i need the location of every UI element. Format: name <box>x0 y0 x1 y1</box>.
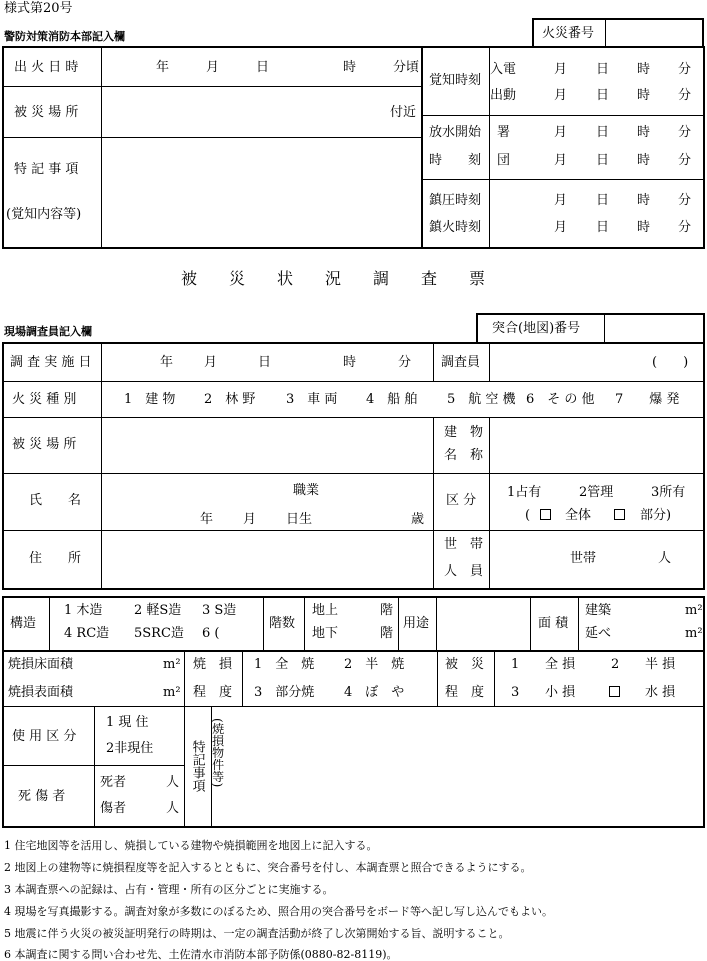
investigator-label: 調査員 <box>441 355 481 370</box>
water-time-label: 時 刻 <box>429 153 482 168</box>
building-name-label-2: 名 称 <box>444 448 484 463</box>
water-damage-checkbox[interactable] <box>609 686 620 697</box>
floors-label: 階数 <box>269 616 296 631</box>
use-label: 用途 <box>403 616 430 631</box>
special-label: 特 記 事 項 <box>14 162 79 177</box>
part-label: 部分) <box>640 508 672 523</box>
survey-location-label: 被 災 場 所 <box>12 437 77 452</box>
survey-section-label: 現場調査員記入欄 <box>4 325 92 338</box>
fire-type-7[interactable]: 7 爆 発 <box>615 392 680 407</box>
outbreak-minute: 分頃 <box>393 60 420 75</box>
time-day: 日 <box>596 153 610 168</box>
time-day: 日 <box>596 193 610 208</box>
person-unit: 人 <box>658 551 672 566</box>
floor-unit: 階 <box>380 603 394 618</box>
sqm-unit: m² <box>685 603 703 618</box>
investigator-paren: ( ) <box>652 355 689 370</box>
part-checkbox[interactable] <box>614 509 625 520</box>
note-5: 5 地震に伴う火災の被災証明発行の時期は、一定の調査活動が終了し次第開始する旨、説明すること。 <box>4 927 510 940</box>
sqm-unit: m² <box>163 657 181 672</box>
survey-table <box>2 342 705 590</box>
time-minute: 分 <box>678 193 692 208</box>
station-label: 署 <box>497 125 511 140</box>
structure-label: 構造 <box>10 616 37 631</box>
fire-type-1[interactable]: 1 建 物 <box>124 392 176 407</box>
corps-label: 団 <box>497 153 511 168</box>
time-minute: 分 <box>678 88 692 103</box>
extinguish-label: 鎮火時刻 <box>429 220 482 235</box>
total-area-label: 延べ <box>585 626 612 641</box>
outbreak-year: 年 <box>156 60 170 75</box>
outbreak-hour: 時 <box>343 60 357 75</box>
time-minute: 分 <box>678 62 692 77</box>
fire-type-2[interactable]: 2 林 野 <box>204 392 256 407</box>
survey-minute: 分 <box>398 355 412 370</box>
sqm-unit: m² <box>685 626 703 641</box>
whole-checkbox[interactable] <box>540 509 551 520</box>
page-title: 被 災 状 況 調 査 票 <box>181 269 486 288</box>
structure-1[interactable]: 1 木造 <box>64 603 103 618</box>
time-hour: 時 <box>637 220 651 235</box>
birth-year: 年 <box>200 512 214 527</box>
damage-water[interactable]: 水 損 <box>645 685 676 700</box>
vicinity-label: 付近 <box>390 105 417 120</box>
burn-4[interactable]: 4 ぼ や <box>344 685 405 700</box>
whole-label: 全体 <box>565 508 592 523</box>
class-label: 区 分 <box>446 493 477 508</box>
special-vertical-sub: (焼損物件等) <box>210 718 225 788</box>
sqm-unit: m² <box>163 685 181 700</box>
usage-label: 使 用 区 分 <box>12 729 77 744</box>
note-3: 3 本調査票への記録は、占有・管理・所有の区分ごとに実施する。 <box>4 883 334 896</box>
time-minute: 分 <box>678 153 692 168</box>
match-number-input[interactable] <box>606 315 703 342</box>
entry-call-label: 入電 <box>490 62 517 77</box>
floor-burn-label: 焼損床面積 <box>8 657 74 672</box>
note-6: 6 本調査に関する問い合わせ先、土佐清水市消防本部予防係(0880-82-8119)。 <box>4 948 398 961</box>
class-occupy: 1占有 <box>507 485 542 500</box>
note-2: 2 地図上の建物等に焼損程度等を記入するとともに、突合番号を付し、本調査票と照合できるようにする。 <box>4 861 532 874</box>
burn-degree-label-1: 焼 損 <box>193 657 233 672</box>
burn-degree-label-2: 程 度 <box>193 685 233 700</box>
fire-number-input[interactable] <box>607 20 702 46</box>
time-minute: 分 <box>678 125 692 140</box>
time-month: 月 <box>554 88 568 103</box>
structure-3[interactable]: 3 S造 <box>202 603 237 618</box>
time-day: 日 <box>596 88 610 103</box>
damage-1[interactable]: 全 損 <box>545 657 576 672</box>
damage-3[interactable]: 小 損 <box>545 685 576 700</box>
birth-day: 日生 <box>286 512 313 527</box>
form-number: 様式第20号 <box>4 1 73 16</box>
fire-type-6[interactable]: 6 そ の 他 <box>526 392 595 407</box>
outbreak-day: 日 <box>256 60 270 75</box>
water-start-label: 放水開始 <box>429 125 482 140</box>
location-label: 被 災 場 所 <box>14 105 79 120</box>
floors-above: 地上 <box>312 603 339 618</box>
dispatch-label: 出動 <box>490 88 517 103</box>
household-label-1: 世 帯 <box>444 537 484 552</box>
structure-6[interactable]: 6 ( <box>202 626 220 641</box>
note-4: 4 現場を写真撮影する。調査対象が多数にのぼるため、照合用の突合番号をボード等へ記し写し込んでもよい。 <box>4 905 554 918</box>
structure-4[interactable]: 4 RC造 <box>64 626 110 641</box>
damage-label-2: 程 度 <box>445 685 485 700</box>
suppression-label: 鎮圧時刻 <box>429 193 482 208</box>
time-month: 月 <box>554 220 568 235</box>
outbreak-label: 出 火 日 時 <box>14 60 79 75</box>
burn-2[interactable]: 2 半 焼 <box>344 657 405 672</box>
note-1: 1 住宅地図等を活用し、焼損している建物や焼損範囲を地図上に記入する。 <box>4 839 378 852</box>
damage-1-num: 1 <box>511 657 520 672</box>
dead-unit: 人 <box>166 775 180 790</box>
injured-label: 傷者 <box>100 801 127 816</box>
surface-burn-label: 焼損表面積 <box>8 685 74 700</box>
time-day: 日 <box>596 220 610 235</box>
class-manage: 2管理 <box>579 485 614 500</box>
usage-non-current[interactable]: 2非現住 <box>106 741 154 756</box>
injured-unit: 人 <box>166 801 180 816</box>
time-hour: 時 <box>637 88 651 103</box>
fire-type-label: 火 災 種 別 <box>12 392 77 407</box>
dead-label: 死者 <box>100 775 127 790</box>
occupation-label: 職業 <box>293 483 320 498</box>
birth-month: 月 <box>243 512 257 527</box>
damage-3-num: 3 <box>511 685 520 700</box>
area-label: 面 積 <box>538 616 569 631</box>
time-month: 月 <box>554 62 568 77</box>
fire-type-5[interactable]: 5 航 空 機 <box>447 392 516 407</box>
floors-below: 地下 <box>312 626 339 641</box>
floor-unit: 階 <box>380 626 394 641</box>
outbreak-month: 月 <box>206 60 220 75</box>
time-day: 日 <box>596 62 610 77</box>
hq-section-label: 警防対策消防本部記入欄 <box>4 30 125 43</box>
time-month: 月 <box>554 125 568 140</box>
survey-month: 月 <box>204 355 218 370</box>
survey-hour: 時 <box>343 355 357 370</box>
survey-day: 日 <box>258 355 272 370</box>
damage-2-num: 2 <box>611 657 620 672</box>
time-hour: 時 <box>637 62 651 77</box>
time-hour: 時 <box>637 193 651 208</box>
awareness-label: 覚知時刻 <box>429 73 482 88</box>
address-label: 住 所 <box>29 551 82 566</box>
special-vertical-label: 特記事項 <box>189 740 205 792</box>
casualty-label: 死 傷 者 <box>18 789 66 804</box>
time-month: 月 <box>554 193 568 208</box>
age-unit: 歳 <box>411 512 425 527</box>
special-sublabel: (覚知内容等) <box>6 207 82 222</box>
fire-type-3[interactable]: 3 車 両 <box>286 392 338 407</box>
survey-date-label: 調 査 実 施 日 <box>10 355 92 370</box>
fire-number-label: 火災番号 <box>542 26 595 41</box>
building-name-label-1: 建 物 <box>444 425 484 440</box>
household-unit: 世帯 <box>570 551 597 566</box>
household-label-2: 人 員 <box>444 564 484 579</box>
match-number-label: 突合(地図)番号 <box>492 321 581 336</box>
class-own: 3所有 <box>651 485 686 500</box>
burn-3[interactable]: 3 部分焼 <box>254 685 315 700</box>
time-minute: 分 <box>678 220 692 235</box>
time-day: 日 <box>596 125 610 140</box>
damage-label-1: 被 災 <box>445 657 485 672</box>
burn-1[interactable]: 1 全 焼 <box>254 657 315 672</box>
time-month: 月 <box>554 153 568 168</box>
class-paren-open: ( <box>525 508 531 523</box>
time-hour: 時 <box>637 125 651 140</box>
survey-year: 年 <box>160 355 174 370</box>
structure-2[interactable]: 2 軽S造 <box>134 603 182 618</box>
usage-current[interactable]: 1 現 住 <box>106 715 149 730</box>
damage-2[interactable]: 半 損 <box>645 657 676 672</box>
time-hour: 時 <box>637 153 651 168</box>
fire-type-4[interactable]: 4 船 舶 <box>366 392 418 407</box>
name-label: 氏 名 <box>29 493 82 508</box>
building-area-label: 建築 <box>585 603 612 618</box>
structure-5[interactable]: 5SRC造 <box>134 626 184 641</box>
